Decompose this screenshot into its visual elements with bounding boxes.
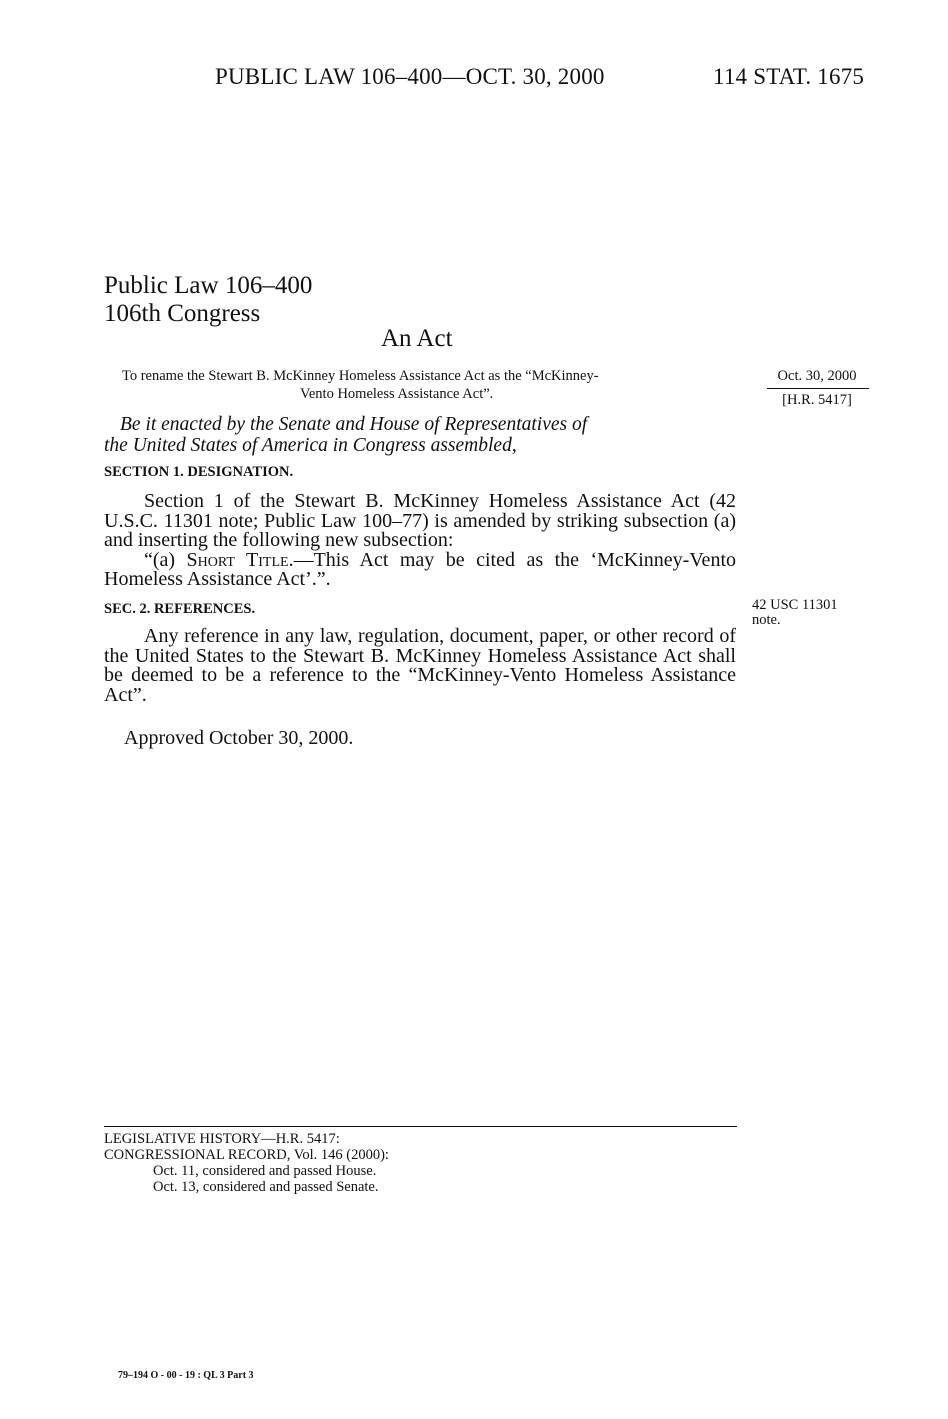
section-1-body	[104, 492, 736, 590]
margin-date-block	[767, 367, 867, 409]
law-identifier	[104, 272, 312, 328]
congress-number: 106th Congress	[104, 300, 261, 327]
history-entry-house: Oct. 11, considered and passed House.	[153, 1163, 377, 1179]
section-2-text: Any reference in any law, regulation, document, paper, or other record of the United States to the Stewart B. McKinney Homeless Assistance Act shall be deemed to be a reference to the “McKinney-Vento Homeless Assistance Act”.	[104, 625, 736, 706]
quote-open: “(a)	[144, 548, 187, 571]
public-law-number: Public Law 106–400	[104, 272, 313, 299]
print-job-line: 79–194 O - 00 - 19 : QL 3 Part 3	[118, 1370, 254, 1381]
section-2-body	[104, 627, 736, 705]
legislative-history	[104, 1131, 389, 1195]
section-1-text: Section 1 of the Stewart B. McKinney Homeless Assistance Act (42 U.S.C. 11301 note; Public Law 100–77) is amended by striking subsection (a) and inserting the following new subsection:	[104, 490, 736, 551]
section-1-heading: SECTION 1. DESIGNATION.	[104, 464, 294, 480]
enacting-line-1: Be it enacted by the Senate and House of Representatives of	[120, 414, 588, 435]
usc-note-line-2: note.	[752, 612, 781, 628]
purpose-statement	[122, 367, 722, 403]
approval-date: Approved October 30, 2000.	[124, 727, 354, 749]
quote-rest: .—This Act may be cited as the ‘McKinney-Vento Homeless Assistance Act’.”.	[104, 548, 736, 590]
purpose-line-2: Vento Homeless Assistance Act”.	[300, 386, 494, 402]
purpose-line-1: To rename the Stewart B. McKinney Homeless Assistance Act as the “McKinney-	[122, 368, 599, 384]
enacting-clause	[104, 414, 736, 456]
congressional-record: CONGRESSIONAL RECORD, Vol. 146 (2000):	[104, 1147, 389, 1163]
enactment-date: Oct. 30, 2000	[777, 368, 857, 384]
section-1-quoted-subsection	[104, 548, 736, 590]
stat-page-number: 114 STAT. 1675	[713, 64, 865, 89]
margin-rule	[767, 388, 869, 389]
short-title-small-caps: Short Title	[186, 548, 289, 571]
usc-margin-note	[752, 598, 838, 628]
footnote-rule	[104, 1126, 737, 1127]
running-title: PUBLIC LAW 106–400—OCT. 30, 2000	[215, 64, 605, 89]
usc-note-line-1: 42 USC 11301	[752, 597, 838, 613]
history-entry-senate: Oct. 13, considered and passed Senate.	[153, 1179, 379, 1195]
bill-number: [H.R. 5417]	[782, 392, 852, 408]
enacting-line-2: the United States of America in Congress assembled,	[104, 435, 517, 456]
section-2-heading: SEC. 2. REFERENCES.	[104, 601, 256, 617]
act-heading: An Act	[381, 325, 453, 352]
legislative-history-title: LEGISLATIVE HISTORY—H.R. 5417:	[104, 1131, 340, 1147]
